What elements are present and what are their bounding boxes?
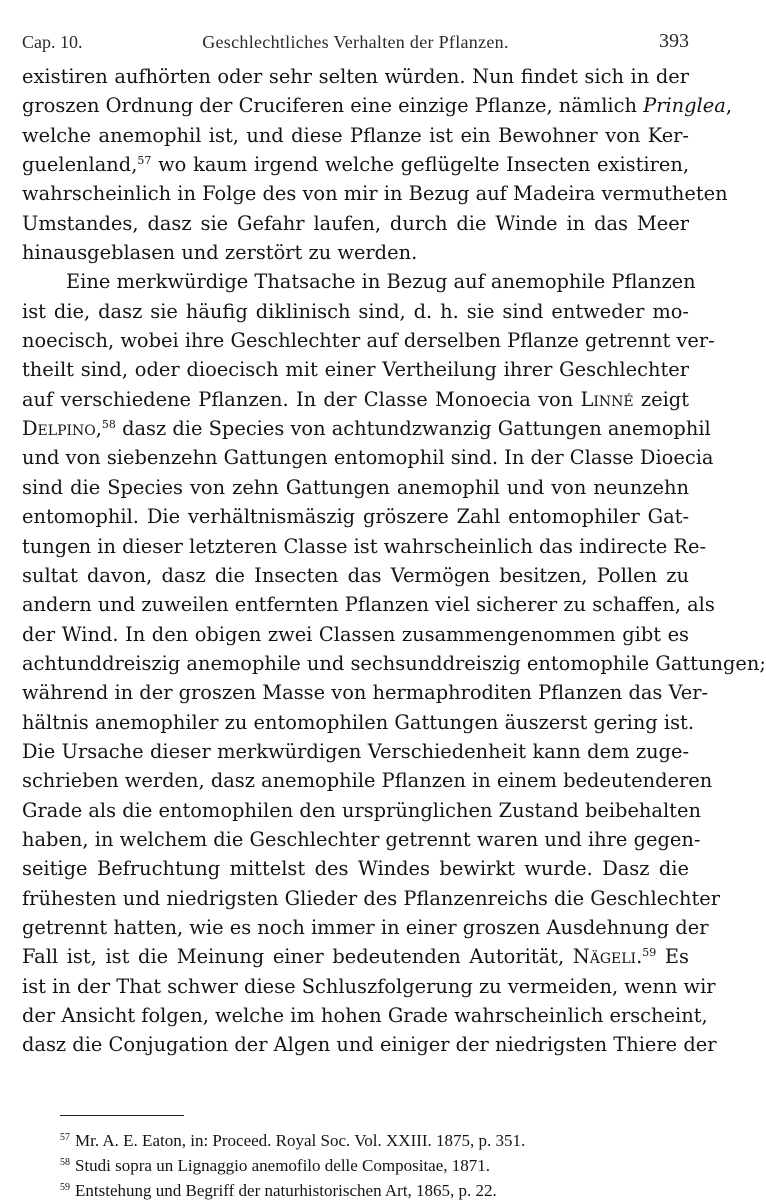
text-run: sultat davon, dasz die Insecten das Vermögen besitzen, Pollen zu: [22, 563, 689, 587]
footnote-text: Mr. A. E. Eaton, in: Proceed. Royal Soc. Vol. XXIII. 1875, p. 351.: [75, 1131, 526, 1150]
body-text: [22, 62, 766, 1060]
text-line: [22, 209, 689, 238]
footnote-reference: 58: [101, 418, 116, 432]
text-line: [22, 737, 689, 766]
text-run: Fall ist, ist die Meinung einer bedeutenden Autorität,: [22, 945, 573, 969]
text-line: [22, 297, 689, 326]
text-run: hältnis anemophiler zu entomophilen Gattungen äuszerst gering ist.: [22, 710, 694, 734]
text-line: [22, 355, 689, 384]
text-run: der Ansicht folgen, welche im hohen Grade wahrscheinlich erscheint,: [22, 1004, 708, 1027]
text-run: schrieben werden, dasz anemophile Pflanzen in einem bedeutenderen: [22, 769, 713, 793]
text-line: [22, 267, 696, 296]
text-line: [22, 91, 732, 120]
text-run: guelenland,: [22, 153, 138, 177]
text-run: zeigt: [633, 387, 689, 411]
footnote: [60, 1128, 680, 1153]
footnotes: [60, 1128, 680, 1203]
running-header: [22, 28, 689, 56]
text-run: dasz die Species von achtundzwanzig Gattungen anemophil: [115, 417, 711, 441]
text-run: ist die, dasz sie häufig diklinisch sind, d. h. sie sind entweder mo-: [22, 299, 689, 323]
text-run: theilt sind, oder dioecisch mit einer Vertheilung ihrer Geschlechter: [22, 358, 689, 382]
text-line: [22, 1030, 717, 1059]
text-run: wahrscheinlich in Folge des von mir in Bezug auf Madeira vermutheten: [22, 182, 728, 206]
text-line: [22, 590, 715, 619]
footnote-text: Studi sopra un Lignaggio anemofilo delle Compositae, 1871.: [75, 1156, 491, 1175]
footnote: [60, 1153, 680, 1178]
text-run: welche anemophil ist, und diese Pflanze ist ein Bewohner von Ker-: [22, 123, 689, 147]
footnote: [60, 1178, 680, 1203]
text-line: [22, 443, 714, 472]
text-line: [22, 972, 716, 1001]
text-run: Eine merkwürdige Thatsache in Bezug auf anemophile Pflanzen: [66, 270, 696, 294]
text-line: [22, 179, 728, 208]
text-line: [22, 414, 711, 443]
page-number: 393: [659, 30, 689, 52]
text-run: der Wind. In den obigen zwei Classen zusammengenommen gibt es: [22, 622, 689, 646]
footnote-text: Entstehung und Begriff der naturhistorischen Art, 1865, p. 22.: [75, 1181, 497, 1200]
text-line: [22, 1001, 708, 1030]
text-line: [22, 708, 694, 737]
text-line: [22, 326, 715, 355]
text-line: [22, 561, 689, 590]
footnote-reference: 57: [137, 154, 152, 168]
chapter-label: Cap. 10.: [22, 32, 83, 52]
text-run: getrennt hatten, wie es noch immer in einer groszen Ausdehnung der: [22, 915, 709, 939]
text-run: auf verschiedene Pflanzen. In der Classe Monoecia von: [22, 387, 581, 411]
text-run: hinausgeblasen und zerstört zu werden.: [22, 241, 418, 265]
footnote-rule: [60, 1115, 184, 1116]
text-line: [22, 884, 721, 913]
text-run: und von siebenzehn Gattungen entomophil sind. In der Classe Dioecia: [22, 446, 714, 470]
text-line: [22, 620, 689, 649]
text-run: dasz die Conjugation der Algen und einiger der niedrigsten Thiere der: [22, 1033, 717, 1057]
text-line: [22, 942, 689, 971]
text-run: .: [636, 945, 643, 969]
text-run: Es: [656, 945, 689, 969]
text-line: [22, 532, 707, 561]
text-run: sind die Species von zehn Gattungen anemophil und von neunzehn: [22, 475, 689, 499]
text-run: ,: [95, 417, 102, 441]
text-run: Umstandes, dasz sie Gefahr laufen, durch die Winde in das Meer: [22, 211, 689, 235]
text-line: [22, 502, 689, 531]
text-run: noecisch, wobei ihre Geschlechter auf derselben Pflanze getrennt ver-: [22, 329, 715, 353]
footnote-number: 57: [60, 1132, 70, 1143]
text-run: andern und zuweilen entfernten Pflanzen viel sicherer zu schaffen, als: [22, 593, 715, 617]
footnote-reference: 59: [642, 946, 657, 960]
text-run: ,: [725, 94, 732, 118]
text-run: während in der groszen Masse von hermaphroditen Pflanzen das Ver-: [22, 681, 709, 705]
italic-term: Pringlea: [643, 94, 726, 118]
author-name: Linné: [580, 387, 634, 411]
text-line: [22, 150, 689, 179]
text-run: wo kaum irgend welche geflügelte Insecten existiren,: [151, 153, 689, 177]
text-run: entomophil. Die verhältnismäszig gröszere Zahl entomophiler Gat-: [22, 505, 689, 529]
text-run: groszen Ordnung der Cruciferen eine einzige Pflanze, nämlich: [22, 94, 644, 118]
text-line: [22, 649, 766, 678]
text-line: [22, 62, 689, 91]
text-run: tungen in dieser letzteren Classe ist wahrscheinlich das indirecte Re-: [22, 534, 707, 558]
footnote-number: 59: [60, 1182, 70, 1193]
running-title: Geschlechtliches Verhalten der Pflanzen.: [202, 32, 509, 52]
text-line: [22, 913, 709, 942]
text-run: frühesten und niedrigsten Glieder des Pflanzenreichs die Geschlechter: [22, 886, 721, 910]
text-line: [22, 854, 689, 883]
text-line: [22, 678, 709, 707]
author-name: Delpino: [22, 417, 96, 441]
text-line: [22, 766, 713, 795]
text-run: seitige Befruchtung mittelst des Windes bewirkt wurde. Dasz die: [22, 857, 689, 881]
text-line: [22, 473, 689, 502]
text-run: ist in der That schwer diese Schluszfolgerung zu vermeiden, wenn wir: [22, 974, 716, 998]
text-run: haben, in welchem die Geschlechter getrennt waren und ihre gegen-: [22, 827, 701, 851]
text-run: Die Ursache dieser merkwürdigen Verschiedenheit kann dem zuge-: [22, 739, 689, 763]
text-run: achtunddreiszig anemophile und sechsunddreiszig entomophile Gattungen;: [22, 651, 766, 675]
author-name: Nägeli: [572, 945, 637, 969]
text-run: existiren aufhörten oder sehr selten würden. Nun findet sich in der: [22, 65, 689, 88]
text-run: Grade als die entomophilen den ursprünglichen Zustand beibehalten: [22, 798, 701, 822]
text-line: [22, 825, 701, 854]
text-line: [22, 385, 689, 414]
text-line: [22, 238, 689, 267]
text-line: [22, 796, 701, 825]
footnote-number: 58: [60, 1157, 70, 1168]
text-line: [22, 121, 689, 150]
